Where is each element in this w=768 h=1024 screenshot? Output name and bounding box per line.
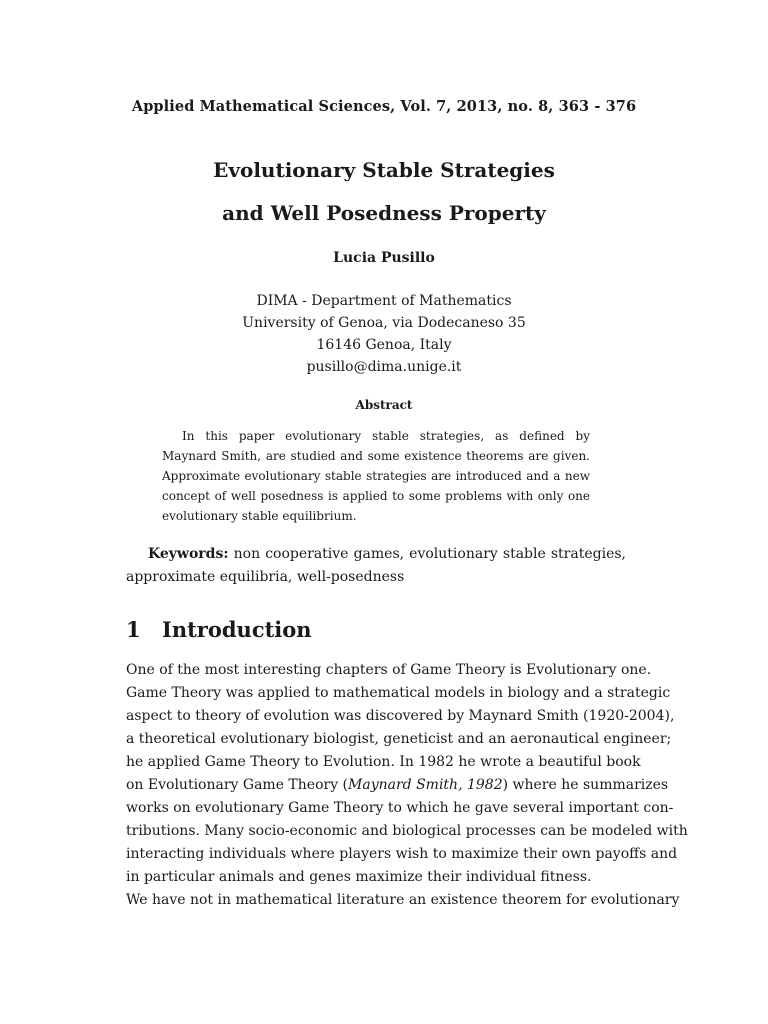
affiliation-department: DIMA - Department of Mathematics bbox=[256, 293, 512, 309]
keywords bbox=[126, 543, 626, 589]
affiliation-university: University of Genoa, via Dodecaneso 35 bbox=[242, 315, 526, 331]
intro-line-3: aspect to theory of evolution was discovered by Maynard Smith (1920-2004), bbox=[126, 708, 675, 724]
intro-line-5: he applied Game Theory to Evolution. In 1982 he wrote a beautiful book bbox=[126, 754, 641, 770]
section-number: 1 bbox=[126, 617, 141, 642]
affiliation-city: 16146 Genoa, Italy bbox=[316, 337, 452, 353]
keywords-text: non cooperative games, evolutionary stable strategies, approximate equilibria, well-posedness bbox=[126, 546, 626, 585]
paper-title-line-2: and Well Posedness Property bbox=[222, 201, 546, 225]
intro-line-6-rest: ) where he summarizes bbox=[502, 777, 669, 793]
keywords-label: Keywords: bbox=[148, 546, 229, 562]
intro-line-11: We have not in mathematical literature an existence theorem for evolutionary bbox=[126, 892, 680, 908]
introduction-body bbox=[126, 659, 688, 912]
abstract-text: In this paper evolutionary stable strategies, as defined by Maynard Smith, are studied and some existence theorems are given. Approximate evolutionary stable strategies are introduced and a new concept of well posedness is applied to some problems with only one evolutionary stable equilibrium. bbox=[162, 429, 590, 523]
intro-line-9: interacting individuals where players wish to maximize their own payoffs and bbox=[126, 846, 678, 862]
author-affiliation bbox=[0, 290, 768, 378]
intro-line-4: a theoretical evolutionary biologist, geneticist and an aeronautical engineer; bbox=[126, 731, 672, 747]
abstract-heading: Abstract bbox=[355, 398, 413, 412]
intro-line-10: in particular animals and genes maximize their individual fitness. bbox=[126, 869, 592, 885]
intro-line-2: Game Theory was applied to mathematical models in biology and a strategic bbox=[126, 685, 671, 701]
intro-line-1: One of the most interesting chapters of Game Theory is Evolutionary one. bbox=[126, 662, 652, 678]
intro-line-7: works on evolutionary Game Theory to which he gave several important con- bbox=[126, 800, 674, 816]
author-email: pusillo@dima.unige.it bbox=[306, 359, 462, 375]
intro-line-8: tributions. Many socio-economic and biological processes can be modeled with bbox=[126, 823, 688, 839]
paper-title-line-1: Evolutionary Stable Strategies bbox=[213, 158, 555, 182]
section-title: Introduction bbox=[162, 617, 312, 642]
intro-line-6-text: on Evolutionary Game Theory ( bbox=[126, 777, 349, 793]
author-name: Lucia Pusillo bbox=[333, 250, 435, 266]
citation: Maynard Smith, 1982 bbox=[348, 777, 503, 793]
journal-header: Applied Mathematical Sciences, Vol. 7, 2013, no. 8, 363 - 376 bbox=[131, 98, 637, 115]
section-heading bbox=[126, 617, 312, 642]
intro-line-6 bbox=[126, 774, 669, 797]
